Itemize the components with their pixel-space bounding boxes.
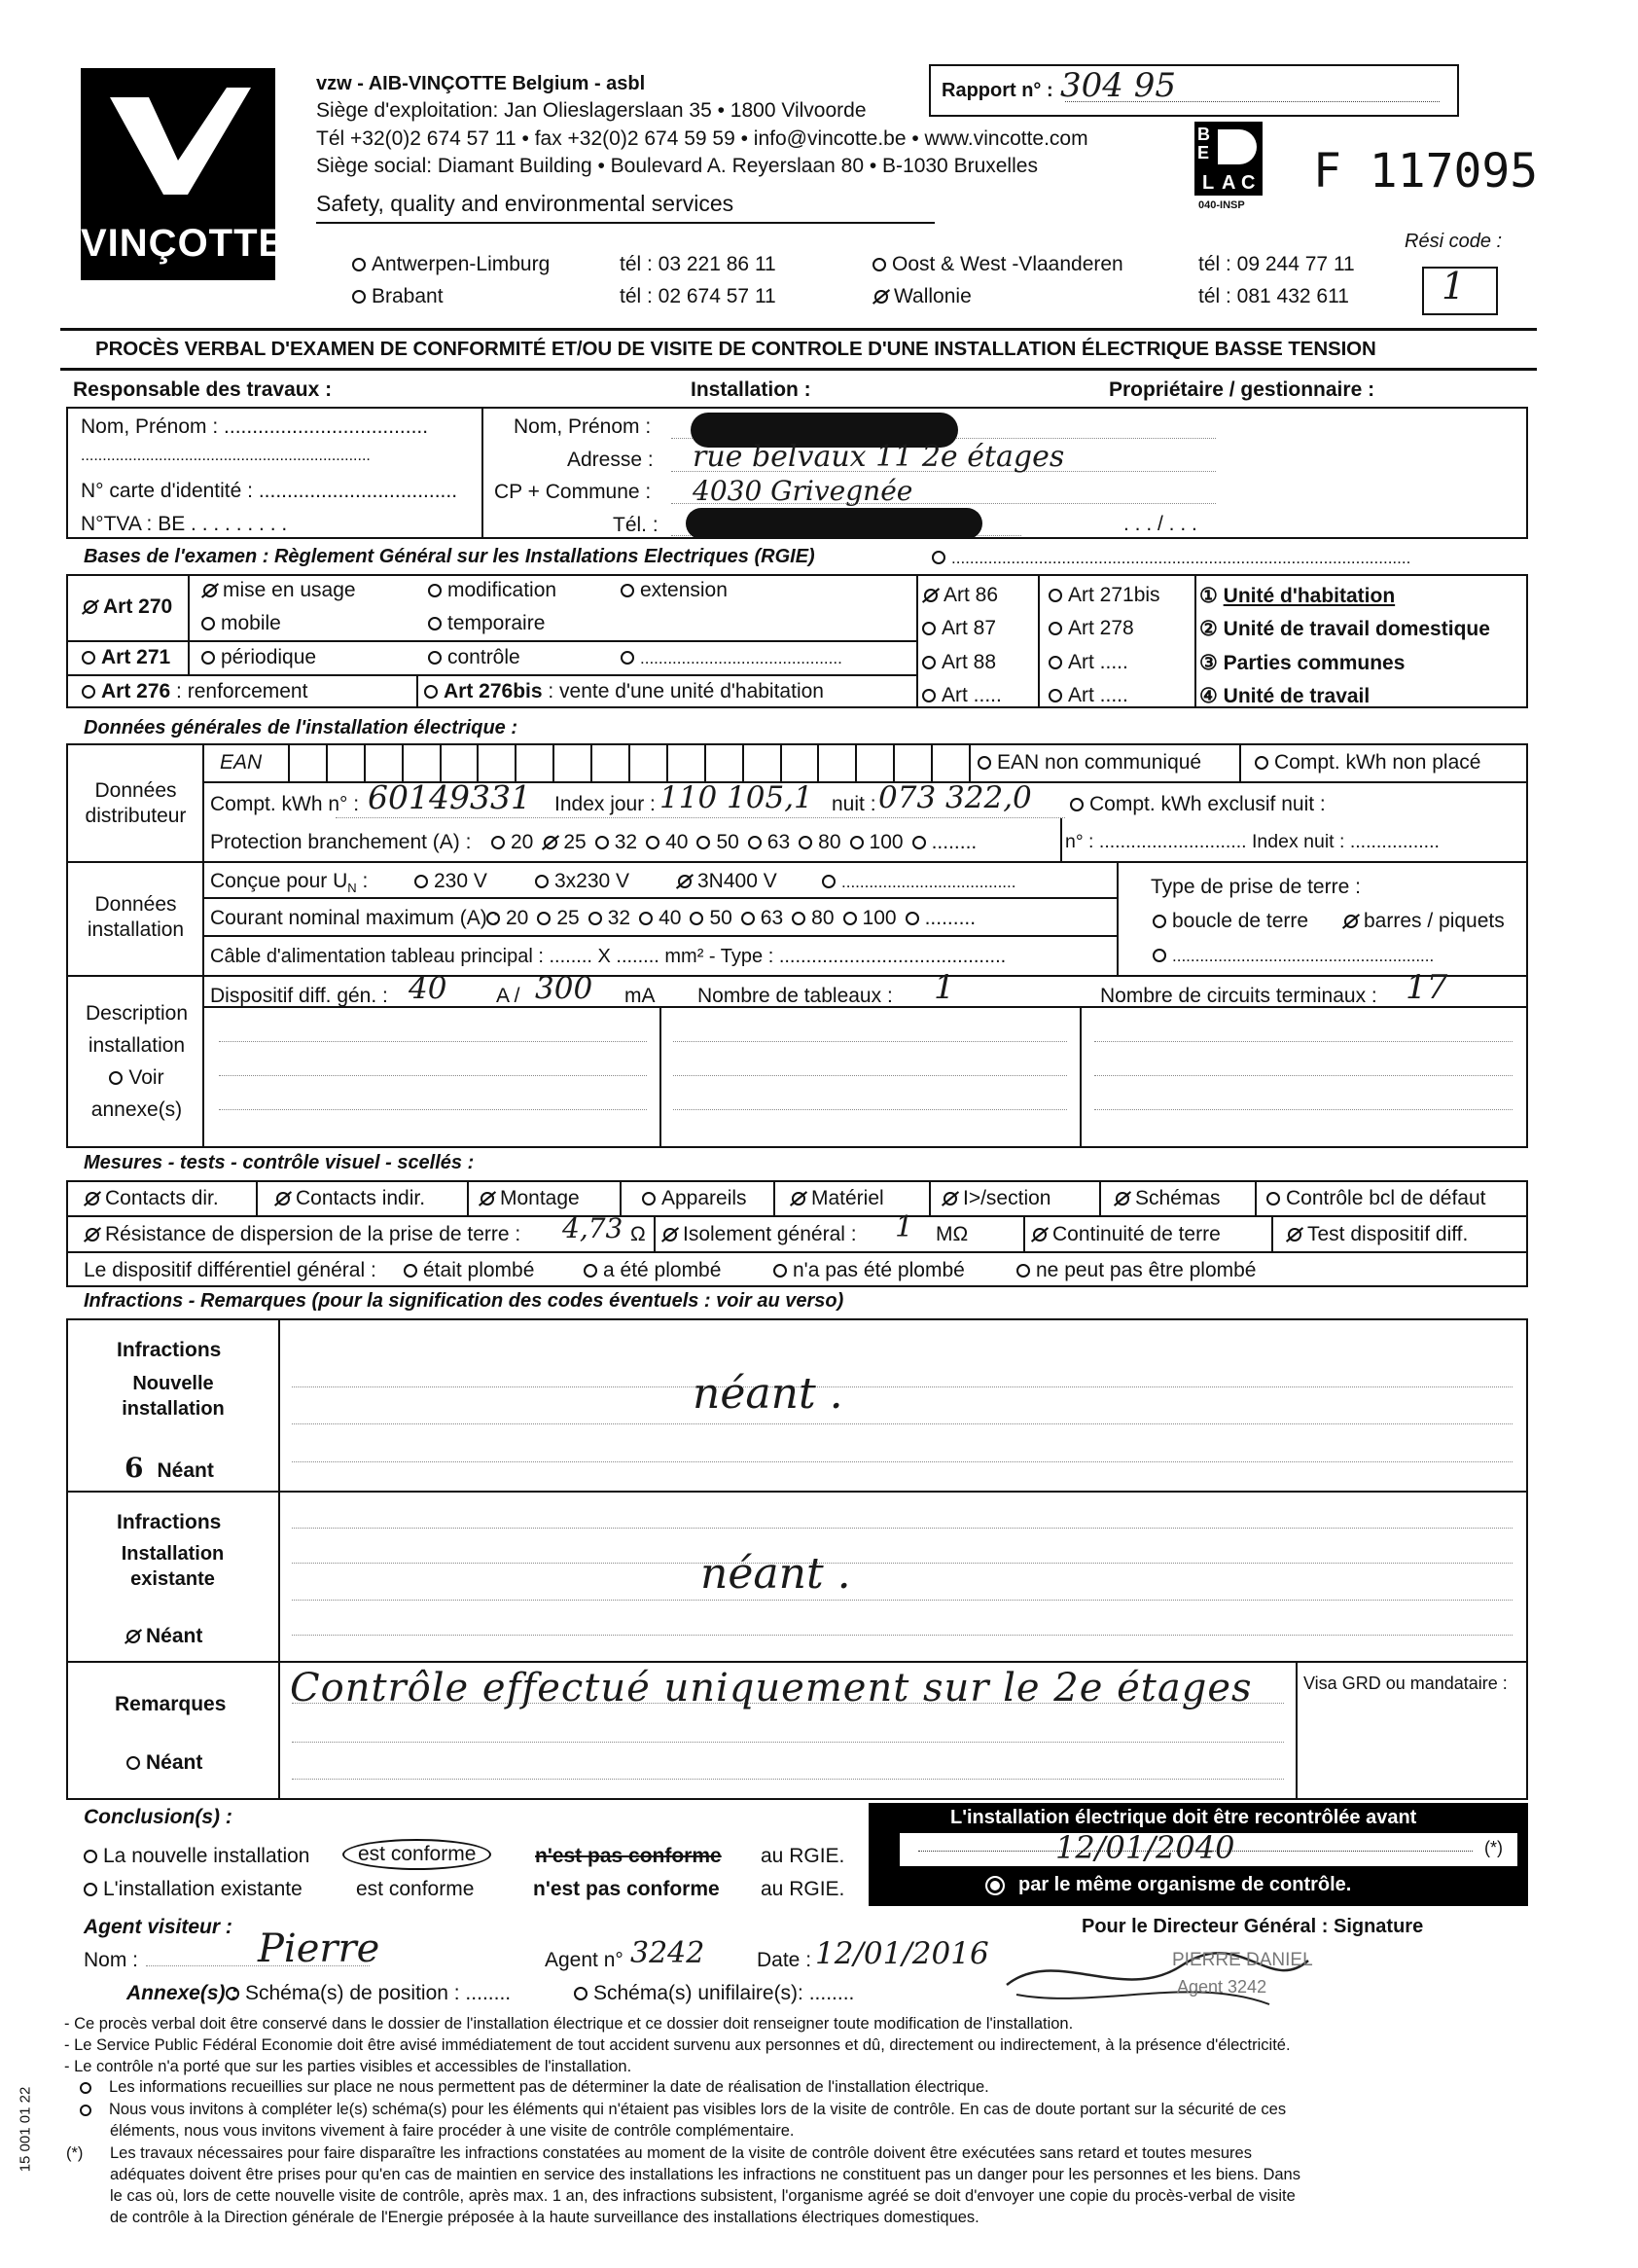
isolement-value[interactable]: 1 bbox=[895, 1210, 914, 1244]
stamp-name: PIERRE DANIEL bbox=[1172, 1950, 1313, 1970]
rapport-value: 304 95 bbox=[1060, 66, 1176, 105]
recontrole-title: L'installation électrique doit être recontrôlée avant bbox=[950, 1807, 1417, 1828]
mes-controle-bcl[interactable]: Contrôle bcl de défaut bbox=[1266, 1187, 1485, 1210]
ean-non-communique[interactable]: EAN non communiqué bbox=[978, 751, 1201, 774]
art270-checkbox[interactable]: Art 270 bbox=[82, 595, 172, 619]
compt-label: Compt. kWh n° : bbox=[210, 793, 360, 815]
form-number: F 117095 bbox=[1313, 144, 1539, 198]
nb-tableaux-value[interactable]: 1 bbox=[934, 968, 955, 1007]
bullet-2[interactable]: Nous vous invitons à compléter le(s) schéma(s) pour les éléments qui n'étaient pas visibles lors de la visite de contrôle. En cas de doute portant sur la sécurité de ces bbox=[80, 2101, 1286, 2119]
resistance-label[interactable]: Résistance de dispersion de la prise de terre : bbox=[84, 1223, 520, 1246]
index-jour-label: Index jour : bbox=[554, 793, 656, 815]
prot-100[interactable]: 100 bbox=[850, 831, 904, 854]
belac-letter-e: E bbox=[1197, 143, 1210, 162]
plombe-na-pas[interactable]: n'a pas été plombé bbox=[773, 1259, 965, 1282]
resp-carte[interactable]: N° carte d'identité : ................................... bbox=[81, 480, 458, 502]
note-3: - Le contrôle n'a porté que sur les parties visibles et accessibles de l'installation. bbox=[64, 2058, 632, 2075]
terre-barres[interactable]: barres / piquets bbox=[1342, 910, 1505, 933]
concue-other[interactable]: ...................................... bbox=[822, 870, 1015, 893]
opt-temporaire[interactable]: temporaire bbox=[428, 612, 545, 635]
cour-63[interactable]: 63 bbox=[741, 907, 783, 930]
nb-circuits-value[interactable]: 17 bbox=[1406, 968, 1448, 1007]
side-code: 15 001 01 22 bbox=[17, 2086, 34, 2173]
mesures-label: Mesures - tests - contrôle visuel - scellés : bbox=[84, 1152, 475, 1173]
cour-20[interactable]: 20 bbox=[486, 907, 528, 930]
meme-organisme[interactable]: par le même organisme de contrôle. bbox=[985, 1874, 1351, 1896]
unit-habitation[interactable]: ① Unité d'habitation bbox=[1199, 585, 1396, 607]
prot-63[interactable]: 63 bbox=[748, 831, 790, 854]
annexe-unifilaire[interactable]: Schéma(s) unifilaire(s): ........ bbox=[574, 1982, 854, 2005]
proprietaire-label: Propriétaire / gestionnaire : bbox=[1109, 378, 1375, 401]
a-unit: A / bbox=[496, 985, 520, 1007]
mes-appareils[interactable]: Appareils bbox=[642, 1187, 747, 1210]
art271-checkbox[interactable]: Art 271 bbox=[82, 646, 170, 669]
mes-contacts-indir[interactable]: Contacts indir. bbox=[274, 1187, 425, 1210]
existante-text[interactable]: néant . bbox=[700, 1549, 851, 1599]
cour-80[interactable]: 80 bbox=[792, 907, 834, 930]
art-other-2[interactable]: Art ..... bbox=[1049, 651, 1128, 674]
inst-adresse-value[interactable]: rue belvaux 11 2e étages bbox=[693, 440, 1065, 474]
belac-letter-c: C bbox=[1241, 172, 1256, 194]
office-wallonie[interactable]: Wallonie bbox=[872, 285, 972, 308]
recontrole-date[interactable]: 12/01/2040 bbox=[1055, 1829, 1235, 1866]
compt-value[interactable]: 60149331 bbox=[368, 778, 531, 816]
cour-25[interactable]: 25 bbox=[537, 907, 579, 930]
agent-nom-label: Nom : bbox=[84, 1949, 139, 1971]
annexe-position[interactable]: Schéma(s) de position : ........ bbox=[226, 1982, 511, 2005]
office-brabant-tel: tél : 02 674 57 11 bbox=[620, 285, 776, 307]
prot-80[interactable]: 80 bbox=[799, 831, 840, 854]
art88[interactable]: Art 88 bbox=[922, 651, 996, 674]
belac-letter-b: B bbox=[1197, 125, 1210, 144]
opt-periodique[interactable]: périodique bbox=[201, 646, 316, 669]
ean-cells[interactable] bbox=[288, 744, 969, 781]
remarques-neant[interactable]: Néant bbox=[126, 1751, 202, 1775]
visa-label: Visa GRD ou mandataire : bbox=[1303, 1674, 1508, 1693]
inst-tel-label: Tél. : bbox=[613, 514, 659, 536]
cable-label[interactable]: Câble d'alimentation tableau principal : ........ X ........ mm² - Type : .......................................... bbox=[210, 946, 1007, 967]
agent-nr-value[interactable]: 3242 bbox=[630, 1936, 705, 1970]
inst-cp-value[interactable]: 4030 Grivegnée bbox=[693, 475, 913, 507]
isolement-label[interactable]: Isolement général : bbox=[661, 1223, 857, 1246]
bases-label: Bases de l'examen : Règlement Général sur les Installations Electriques (RGIE) bbox=[84, 546, 815, 567]
concue-3n400v[interactable]: 3N400 V bbox=[676, 870, 777, 893]
plombe-a-ete[interactable]: a été plombé bbox=[584, 1259, 721, 1282]
belac-letter-l: L bbox=[1202, 172, 1215, 194]
existante-sub: Installation existante bbox=[121, 1543, 225, 1590]
diff-label: Dispositif diff. gén. : bbox=[210, 985, 388, 1007]
concue-label: Conçue pour $U_N$ : bbox=[210, 870, 369, 896]
resi-code-value: 1 bbox=[1442, 265, 1466, 307]
terre-other[interactable]: ......................................................... bbox=[1153, 944, 1434, 967]
conc-existante-pas[interactable]: n'est pas conforme bbox=[533, 1878, 720, 1900]
office-antwerpen-tel: tél : 03 221 86 11 bbox=[620, 253, 776, 275]
nb-circuits-label: Nombre de circuits terminaux : bbox=[1100, 985, 1377, 1007]
belac-letter-a: A bbox=[1222, 172, 1236, 194]
v-check-icon bbox=[81, 68, 275, 214]
agent-nom-value[interactable]: Pierre bbox=[258, 1926, 380, 1971]
unit-travail[interactable]: ④ Unité de travail bbox=[1199, 685, 1371, 707]
mes-contacts-dir[interactable]: Contacts dir. bbox=[84, 1187, 219, 1210]
redacted-phone bbox=[686, 508, 982, 539]
mes-schemas[interactable]: Schémas bbox=[1114, 1187, 1221, 1210]
cour-50[interactable]: 50 bbox=[690, 907, 731, 930]
opt-other[interactable]: ............................................ bbox=[621, 646, 842, 669]
prot-other[interactable]: ........ bbox=[912, 831, 978, 854]
continuite-terre[interactable]: Continuité de terre bbox=[1031, 1223, 1221, 1246]
art278[interactable]: Art 278 bbox=[1049, 617, 1134, 640]
conc-nouvelle-rgie: au RGIE. bbox=[761, 1845, 845, 1867]
contact-line: Tél +32(0)2 674 57 11 • fax +32(0)2 674 59 59 • info@vincotte.be • www.vincotte.com bbox=[316, 127, 1088, 150]
donnees-label: Données générales de l'installation électrique : bbox=[84, 717, 517, 738]
nouvelle-title: Infractions bbox=[117, 1339, 222, 1361]
responsable-label: Responsable des travaux : bbox=[73, 378, 333, 401]
office-brabant[interactable]: Brabant bbox=[352, 285, 444, 308]
infractions-label: Infractions - Remarques (pour la signification des codes éventuels : voir au verso) bbox=[84, 1290, 844, 1312]
ma-unit: mA bbox=[624, 985, 656, 1007]
conc-nouvelle-conforme[interactable]: est conforme bbox=[342, 1839, 491, 1870]
signature-scribble-icon bbox=[978, 1936, 1347, 2014]
note-2: - Le Service Public Fédéral Economie doit être avisé immédiatement de tout accident survenu aux personnes et dû, directement ou indirectement, à la présence d'électricité. bbox=[64, 2036, 1291, 2054]
inst-cp-label: CP + Commune : bbox=[494, 481, 652, 503]
resp-tva[interactable]: N°TVA : BE . . . . . . . . . bbox=[81, 513, 288, 535]
remarques-text[interactable]: Contrôle effectué uniquement sur le 2e étages bbox=[290, 1666, 1253, 1710]
cour-32[interactable]: 32 bbox=[588, 907, 630, 930]
page-title: PROCÈS VERBAL D'EXAMEN DE CONFORMITÉ ET/OU DE VISITE DE CONTROLE D'UNE INSTALLATION ÉLECTRIQUE BASSE TENSION bbox=[95, 338, 1376, 360]
office-oost-west-tel: tél : 09 244 77 11 bbox=[1198, 253, 1355, 275]
inst-nom-label: Nom, Prénom : bbox=[514, 415, 652, 438]
plombe-label: Le dispositif différentiel général : bbox=[84, 1259, 376, 1281]
conc-existante-rgie: au RGIE. bbox=[761, 1878, 845, 1900]
prop-dots[interactable]: . . . / . . . bbox=[1123, 513, 1197, 535]
opt-mobile[interactable]: mobile bbox=[201, 612, 281, 635]
cour-other[interactable]: ......... bbox=[906, 907, 977, 930]
logo-text: VINÇOTTE bbox=[81, 222, 286, 265]
annexes-label: Annexe(s) : bbox=[126, 1982, 238, 2004]
diff-ma-value[interactable]: 300 bbox=[535, 971, 593, 1006]
nuit-label: nuit : bbox=[832, 793, 876, 815]
opt-mise-en-usage[interactable]: mise en usage bbox=[201, 579, 356, 602]
protection-label: Protection branchement (A) : bbox=[210, 831, 472, 853]
art86[interactable]: Art 86 bbox=[922, 584, 998, 607]
directeur-label: Pour le Directeur Général : Signature bbox=[1082, 1916, 1424, 1937]
bullet-1[interactable]: Les informations recueillies sur place ne nous permettent pas de déterminer la date de réalisation de l'installation électrique. bbox=[80, 2078, 989, 2097]
date-value[interactable]: 12/01/2016 bbox=[815, 1936, 989, 1971]
megohm-unit: MΩ bbox=[936, 1223, 969, 1245]
nuit-value[interactable]: 073 322,0 bbox=[878, 780, 1032, 815]
art271bis[interactable]: Art 271bis bbox=[1049, 584, 1160, 607]
siege-social: Siège social: Diamant Building • Boulevard A. Reyerslaan 80 • B-1030 Bruxelles bbox=[316, 155, 1038, 177]
prot-20[interactable]: 20 bbox=[491, 831, 533, 854]
tagline: Safety, quality and environmental services bbox=[316, 191, 734, 216]
agent-label: Agent visiteur : bbox=[84, 1916, 232, 1938]
plombe-etait[interactable]: était plombé bbox=[404, 1259, 534, 1282]
bullet-2b: éléments, nous vous invitons vivement à faire procéder à une visite de contrôle complémentaire. bbox=[110, 2122, 795, 2140]
inst-adresse-label: Adresse : bbox=[567, 449, 654, 471]
mes-montage[interactable]: Montage bbox=[479, 1187, 580, 1210]
unit-parties-communes[interactable]: ③ Parties communes bbox=[1199, 652, 1406, 674]
prot-25[interactable]: 25 bbox=[542, 831, 586, 854]
protection-options[interactable] bbox=[491, 831, 977, 854]
star-line-2: adéquates doivent être prises pour qu'en cas de maintien en service des installations les infractions ne constituent pas un danger pour les personnes et les biens. Dans bbox=[110, 2166, 1300, 2183]
compt-exclusif-nuit[interactable]: Compt. kWh exclusif nuit : bbox=[1070, 793, 1326, 816]
bases-other[interactable]: .................................................................................................... bbox=[932, 546, 1410, 569]
agent-nr-label: Agent n° bbox=[545, 1949, 623, 1971]
diff-a-value[interactable]: 40 bbox=[409, 971, 447, 1006]
art-other-3[interactable]: Art ..... bbox=[1049, 684, 1128, 707]
nb-tableaux-label: Nombre de tableaux : bbox=[697, 985, 893, 1007]
remarques-title: Remarques bbox=[115, 1693, 227, 1715]
resp-nom[interactable]: Nom, Prénom : .................................... bbox=[81, 415, 429, 438]
index-jour-value[interactable]: 110 105,1 bbox=[659, 780, 813, 815]
resp-line2[interactable]: ................................................................... bbox=[81, 448, 371, 464]
installation-label: Installation : bbox=[691, 378, 811, 401]
nouvelle-text[interactable]: néant . bbox=[693, 1369, 843, 1419]
mes-materiel[interactable]: Matériel bbox=[790, 1187, 884, 1210]
star-line-4: de contrôle à la Direction générale de l'Energie préposée à la haute surveillance des installations électriques domestiques. bbox=[110, 2209, 979, 2226]
art276-checkbox[interactable]: Art 276 : renforcement bbox=[82, 680, 307, 703]
protection-nr[interactable]: n° : ............................ Index nuit : ................. bbox=[1065, 831, 1440, 852]
art87[interactable]: Art 87 bbox=[922, 617, 996, 640]
distributeur-label: Données distributeur bbox=[85, 779, 187, 827]
installation-label: Données installation bbox=[87, 893, 185, 941]
vincotte-logo bbox=[81, 68, 286, 280]
star-line-1: Les travaux nécessaires pour faire disparaître les infractions constatées au moment de la visite de contrôle doivent être exécutées sans retard et toutes mesures bbox=[110, 2144, 1252, 2162]
terre-label: Type de prise de terre : bbox=[1151, 876, 1361, 898]
signature-stamp bbox=[978, 1936, 1347, 2014]
opt-controle[interactable]: contrôle bbox=[428, 646, 520, 669]
company-name: vzw - AIB-VINÇOTTE Belgium - asbl bbox=[316, 73, 646, 94]
nouvelle-neant[interactable]: 6 Néant bbox=[125, 1452, 214, 1484]
cour-40[interactable]: 40 bbox=[639, 907, 681, 930]
mes-section[interactable]: I>/section bbox=[942, 1187, 1050, 1210]
star-mark: (*) bbox=[66, 2144, 84, 2162]
compt-non-place[interactable]: Compt. kWh non placé bbox=[1255, 751, 1480, 774]
note-1: - Ce procès verbal doit être conservé dans le dossier de l'installation électrique et ce dossier doit renseigner toute modification de l'installation. bbox=[64, 2015, 1074, 2033]
courant-options[interactable] bbox=[486, 907, 976, 930]
conc-nouvelle-pas[interactable]: n'est pas conforme bbox=[535, 1845, 722, 1867]
stamp-agent: Agent 3242 bbox=[1177, 1977, 1267, 1997]
cour-100[interactable]: 100 bbox=[843, 907, 897, 930]
siege-exploitation: Siège d'exploitation: Jan Olieslagerslaan 35 • 1800 Vilvoorde bbox=[316, 99, 867, 122]
prot-32[interactable]: 32 bbox=[595, 831, 637, 854]
terre-boucle[interactable]: boucle de terre bbox=[1153, 910, 1308, 933]
concue-3x230v[interactable]: 3x230 V bbox=[535, 870, 629, 893]
test-diff[interactable]: Test dispositif diff. bbox=[1286, 1223, 1468, 1246]
art276bis-checkbox[interactable]: Art 276bis : vente d'une unité d'habitation bbox=[424, 680, 824, 703]
nouvelle-sub: Nouvelle installation bbox=[122, 1373, 225, 1420]
existante-title: Infractions bbox=[117, 1511, 222, 1533]
star-line-3: le cas où, lors de cette nouvelle visite de contrôle, après max. 1 an, des infractions subsistent, l'organisme agréé se doit d'envoyer une copie du procès-verbal de visite bbox=[110, 2187, 1296, 2205]
resistance-value[interactable]: 4,73 bbox=[562, 1212, 623, 1244]
conc-existante[interactable]: L'installation existante bbox=[84, 1878, 303, 1901]
concue-230v[interactable]: 230 V bbox=[414, 870, 487, 893]
prot-50[interactable]: 50 bbox=[696, 831, 738, 854]
belac-code: 040-INSP bbox=[1198, 199, 1245, 211]
opt-modification[interactable]: modification bbox=[428, 579, 556, 602]
resi-code-label: Rési code : bbox=[1405, 231, 1503, 252]
unit-travail-domestique[interactable]: ② Unité de travail domestique bbox=[1199, 618, 1490, 640]
rapport-label: Rapport n° : bbox=[942, 80, 1053, 101]
belac-logo bbox=[1194, 122, 1263, 196]
art-other-1[interactable]: Art ..... bbox=[922, 684, 1002, 707]
description-label: Description installation Voir annexe(s) bbox=[85, 1002, 189, 1121]
prot-40[interactable]: 40 bbox=[646, 831, 688, 854]
office-antwerpen[interactable]: Antwerpen-Limburg bbox=[352, 253, 550, 276]
date-label: Date : bbox=[757, 1949, 812, 1971]
opt-extension[interactable]: extension bbox=[621, 579, 728, 602]
recontrole-star: (*) bbox=[1484, 1838, 1503, 1857]
ohm-unit: Ω bbox=[630, 1223, 646, 1245]
plombe-ne-peut[interactable]: ne peut pas être plombé bbox=[1016, 1259, 1257, 1282]
existante-neant[interactable]: Néant bbox=[125, 1625, 202, 1648]
office-wallonie-tel: tél : 081 432 611 bbox=[1198, 285, 1349, 307]
conc-existante-conforme[interactable]: est conforme bbox=[356, 1878, 475, 1900]
conc-nouvelle[interactable]: La nouvelle installation bbox=[84, 1845, 309, 1868]
courant-label: Courant nominal maximum (A) : bbox=[210, 907, 499, 929]
ean-label: EAN bbox=[220, 751, 263, 774]
office-oost-west[interactable]: Oost & West -Vlaanderen bbox=[872, 253, 1123, 276]
conclusion-label: Conclusion(s) : bbox=[84, 1806, 232, 1828]
